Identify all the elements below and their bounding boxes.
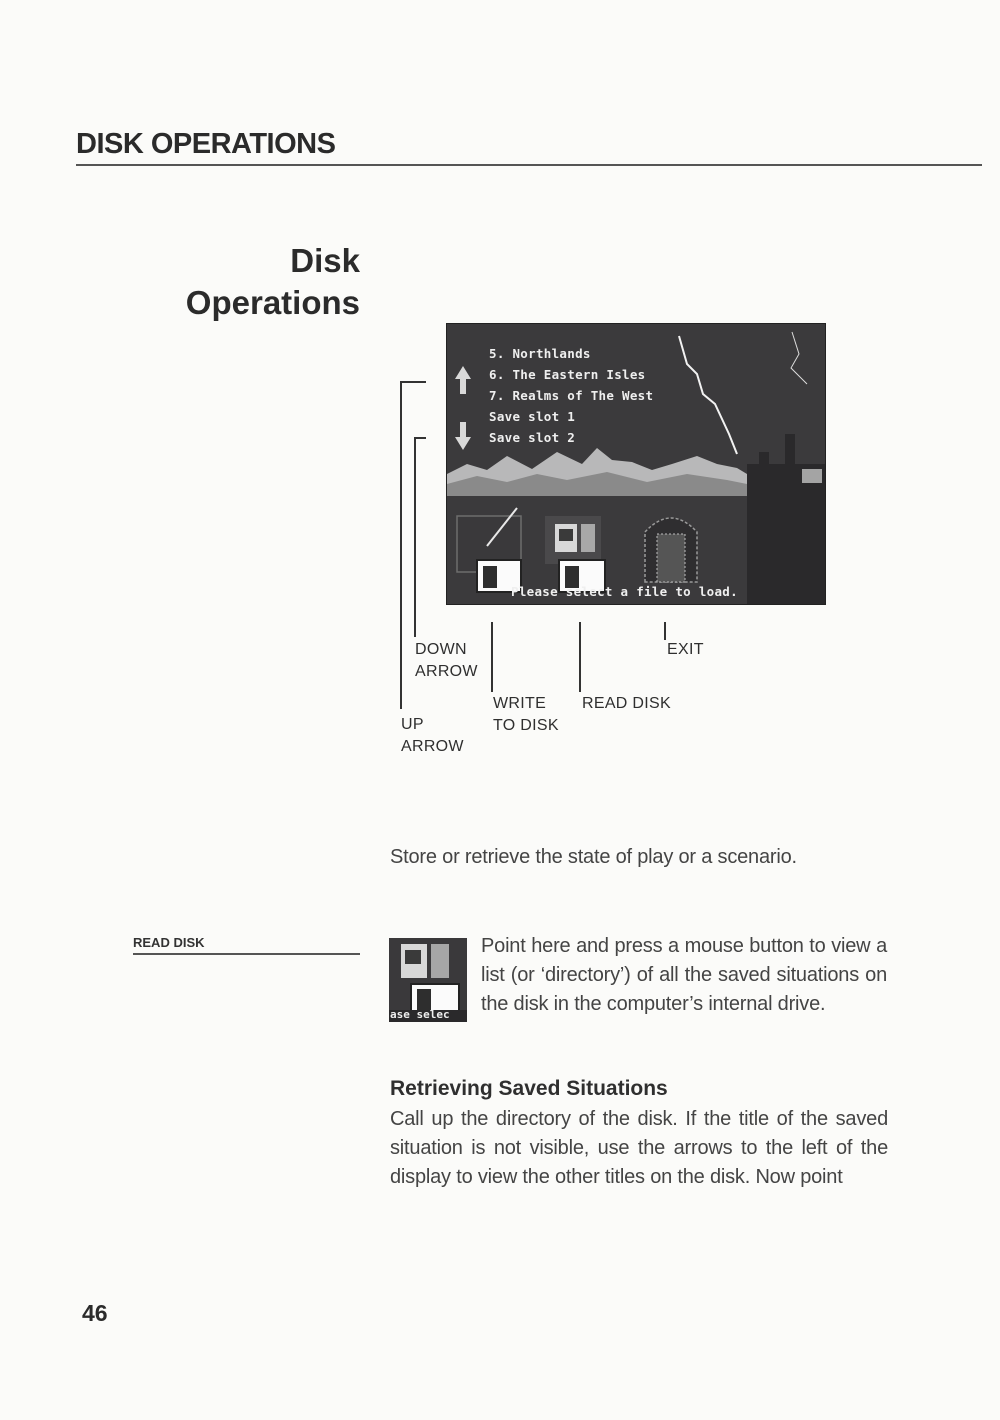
callout-down-arrow-line2: ARROW — [415, 663, 478, 680]
up-arrow-icon — [455, 366, 471, 394]
callout-up-arrow — [401, 714, 464, 758]
header-rule — [76, 164, 982, 166]
menu-item[interactable]: 6. The Eastern Isles — [489, 367, 646, 382]
read-disk-icon — [545, 516, 605, 592]
page-title-line-2: Operations — [185, 284, 360, 321]
callout-down-arrow-line1: DOWN — [415, 641, 467, 658]
read-disk-icon-large — [389, 938, 467, 1022]
up-arrow-leader-v — [400, 381, 402, 709]
exit-door-icon — [645, 518, 697, 582]
callout-write-to-disk — [493, 693, 559, 737]
menu-item[interactable]: 7. Realms of The West — [489, 388, 654, 403]
disk-operations-screenshot — [446, 323, 826, 605]
sidebar-label: READ DISK — [133, 935, 205, 950]
write-disk-leader — [491, 622, 493, 692]
section-header: DISK OPERATIONS — [76, 128, 336, 160]
read-disk-description: Point here and press a mouse button to view a list (or ‘directory’) of all the saved situations on the disk in the computer’s internal drive. — [481, 935, 887, 1015]
up-arrow-leader-h — [400, 381, 426, 383]
write-to-disk-icon — [457, 508, 521, 592]
menu-item[interactable]: Save slot 1 — [489, 409, 576, 424]
down-arrow-leader-h — [414, 437, 426, 439]
lightning-bolt — [679, 336, 737, 454]
menu-item[interactable]: Save slot 2 — [489, 430, 576, 445]
retrieving-body: Call up the directory of the disk. If the title of the saved situation is not visible, use the arrows to the left of the display to view the other titles on the disk. Now point — [390, 1108, 888, 1188]
scene-art — [447, 324, 825, 604]
read-icon-caption: ase selec — [390, 1008, 450, 1021]
callout-read-disk: READ DISK — [582, 695, 671, 712]
callout-down-arrow — [415, 639, 478, 683]
castle-silhouette — [747, 464, 825, 604]
page-title — [150, 240, 360, 324]
callout-write-line2: TO DISK — [493, 717, 559, 734]
menu-item[interactable]: 5. Northlands — [489, 346, 591, 361]
exit-leader — [664, 622, 666, 640]
callout-up-arrow-line2: ARROW — [401, 738, 464, 755]
retrieving-heading: Retrieving Saved Situations — [390, 1077, 668, 1100]
callout-up-arrow-line1: UP — [401, 716, 424, 733]
down-arrow-leader-v — [414, 437, 416, 637]
callout-write-line1: WRITE — [493, 695, 547, 712]
page-title-line-1: Disk — [290, 242, 360, 279]
callout-exit: EXIT — [667, 641, 704, 658]
intro-text: Store or retrieve the state of play or a scenario. — [390, 846, 797, 868]
down-arrow-icon — [455, 422, 471, 450]
status-message: Please select a file to load. — [511, 584, 738, 599]
sidebar-rule — [133, 953, 360, 955]
read-disk-leader — [579, 622, 581, 692]
page-number: 46 — [82, 1300, 108, 1326]
